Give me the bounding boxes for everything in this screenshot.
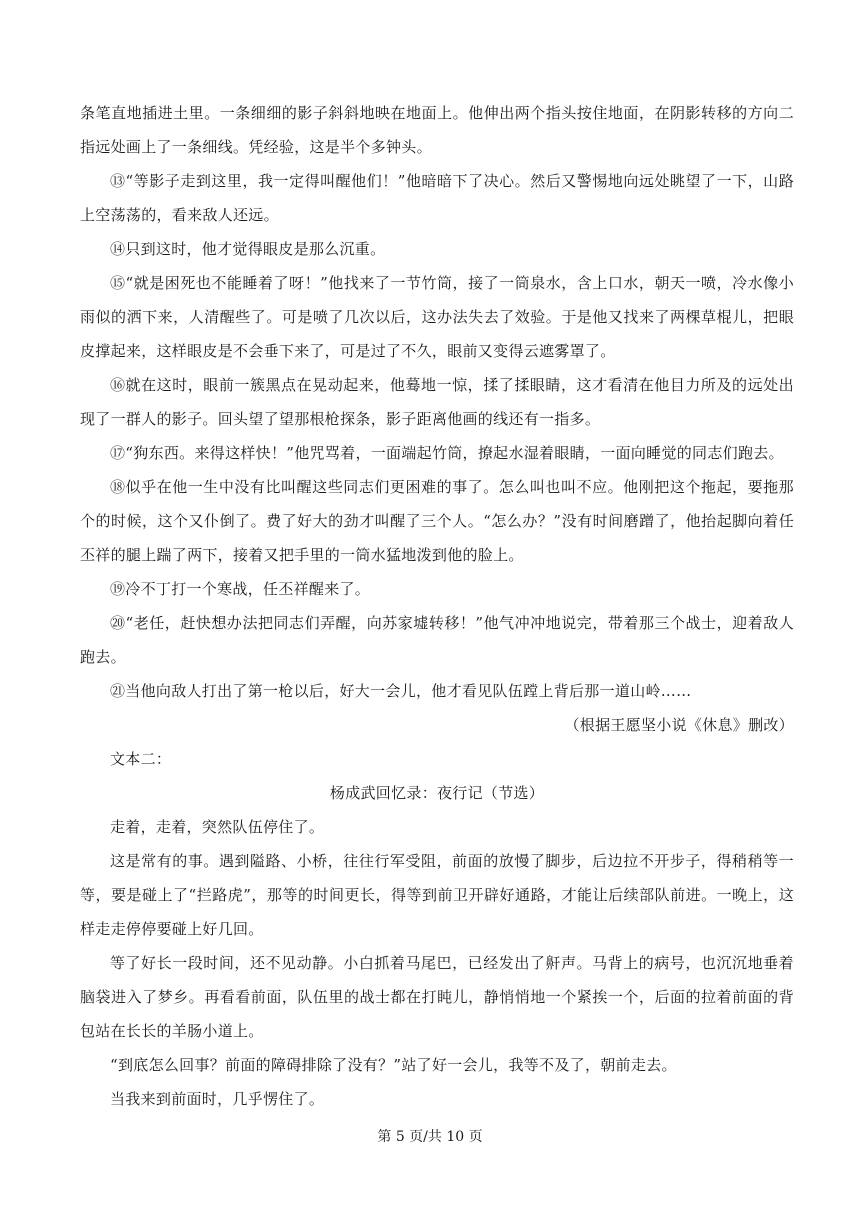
paragraph-16: ⑯就在这时，眼前一簇黑点在晃动起来，他蓦地一惊，揉了揉眼睛，这才看清在他目力所及的远处出现了一群人的影子。回头望了望那根枪探条，影子距离他画的线还有一指多。 [80,376,794,428]
paragraph-18: ⑱似乎在他一生中没有比叫醒这些同志们更困难的事了。怎么叫也叫不应。他刚把这个拖起，要拖那个的时候，这个又仆倒了。费了好大的劲才叫醒了三个人。“怎么办？”没有时间磨蹭了，他抬起脚向着任丕祥的腿上踹了两下，接着又把手里的一筒水猛地泼到他的脸上。 [80,478,794,564]
text-two-paragraph-4: “到底怎么回事？前面的障碍排除了没有？”站了好一会儿，我等不及了，朝前走去。 [110,1056,677,1074]
text-two-paragraph-5: 当我来到前面时，几乎愣住了。 [110,1090,325,1108]
paragraph-continuation: 条笔直地插进土里。一条细细的影子斜斜地映在地面上。他伸出两个指头按住地面，在阴影转移的方向二指远处画上了一条细线。凭经验，这是半个多钟头。 [80,104,794,156]
text-two-title: 杨成武回忆录：夜行记（节选） [329,784,545,802]
paragraph-20: ⑳“老任，赶快想办法把同志们弄醒，向苏家墟转移！”他气冲冲地说完，带着那三个战士，迎着敌人跑去。 [80,614,794,666]
text-two-paragraph-1: 走着，走着，突然队伍停住了。 [110,818,325,836]
text-two-label: 文本二： [110,750,172,768]
text-two-paragraph-2: 这是常有的事。遇到隘路、小桥，往往行军受阻，前面的放慢了脚步，后边拉不开步子，得稍稍等一等，要是碰上了“拦路虎”，那等的时间更长，得等到前卫开辟好通路，才能让后续部队前进。一晚上，这样走走停停要碰上好几回。 [80,852,794,938]
source-attribution: （根据王愿坚小说《休息》删改） [564,716,794,734]
paragraph-19: ⑲冷不丁打一个寒战，任丕祥醒来了。 [110,580,371,598]
paragraph-21: ㉑当他向敌人打出了第一枪以后，好大一会儿，他才看见队伍蹚上背后那一道山岭…… [110,682,692,700]
paragraph-15: ⑮“就是困死也不能睡着了呀！”他找来了一节竹筒，接了一筒泉水，含上口水，朝天一喷，冷水像小雨似的洒下来，人清醒些了。可是喷了几次以后，这办法失去了效验。于是他又找来了两棵草棍儿，把眼皮撑起来，这样眼皮是不会垂下来了，可是过了不久，眼前又变得云遮雾罩了。 [80,274,794,360]
page-content [80,96,794,1116]
page-footer: 第 5 页/共 10 页 [377,1129,483,1145]
text-two-paragraph-3: 等了好长一段时间，还不见动静。小白抓着马尾巴，已经发出了鼾声。马背上的病号，也沉沉地垂着脑袋进入了梦乡。再看看前面，队伍里的战士都在打盹儿，静悄悄地一个紧挨一个，后面的拉着前面的背包站在长长的羊肠小道上。 [80,954,794,1040]
paragraph-14: ⑭只到这时，他才觉得眼皮是那么沉重。 [110,240,386,258]
paragraph-13: ⑬“等影子走到这里，我一定得叫醒他们！”他暗暗下了决心。然后又警惕地向远处眺望了一下，山路上空荡荡的，看来敌人还远。 [80,172,794,224]
paragraph-17: ⑰“狗东西。来得这样快！”他咒骂着，一面端起竹筒，撩起水湿着眼睛，一面向睡觉的同志们跑去。 [110,444,784,462]
